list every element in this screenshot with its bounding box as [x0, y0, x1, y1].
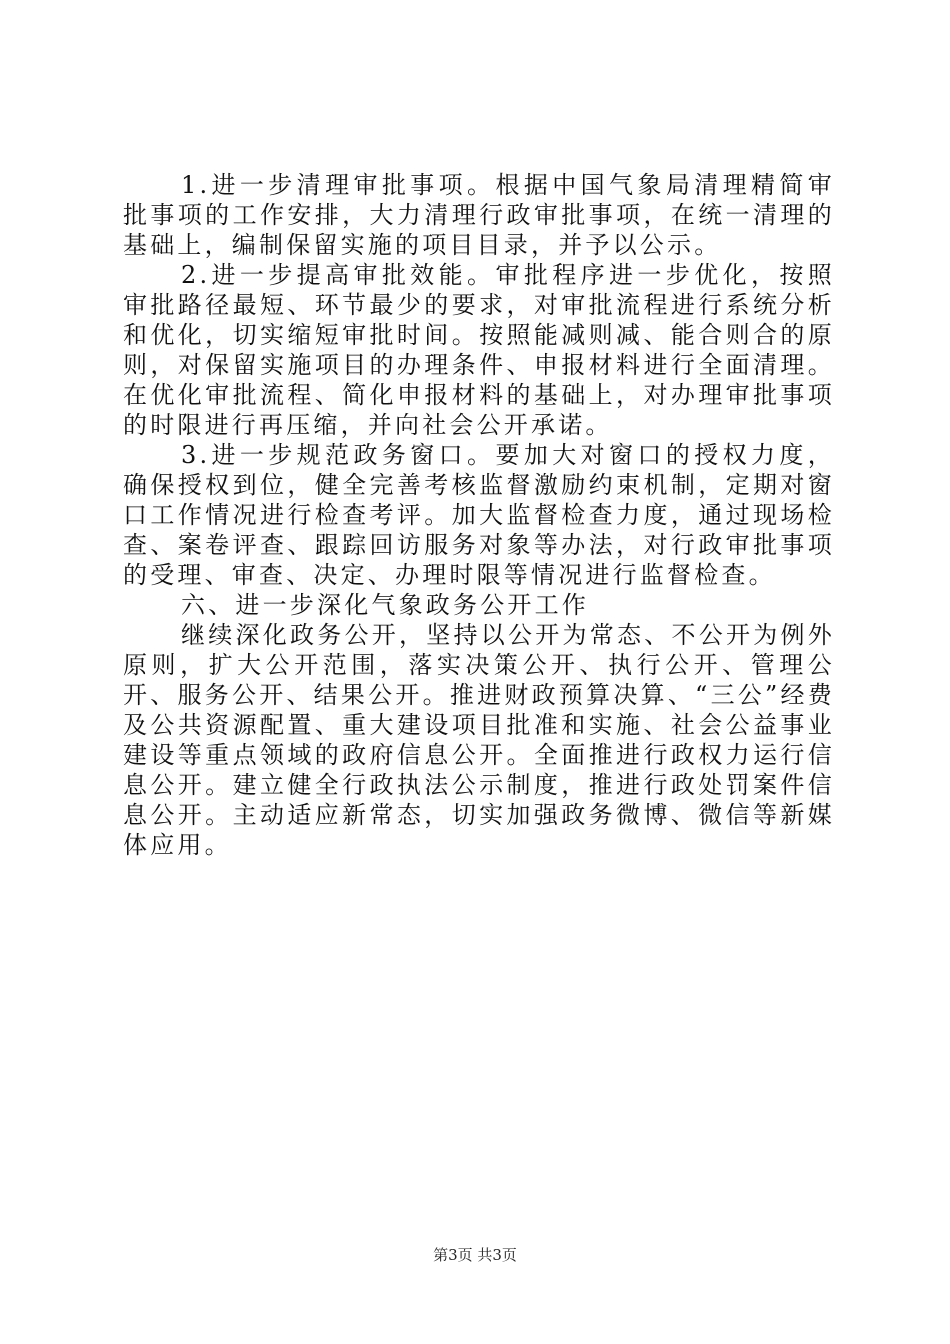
paragraph-service-window: 3.进一步规范政务窗口。要加大对窗口的授权力度，确保授权到位，健全完善考核监督激励约束机制，定期对窗口工作情况进行检查考评。加大监督检查力度，通过现场检查、案卷评查、跟踪回访服务对象等办法，对行政审批事项的受理、审查、决定、办理时限等情况进行监督检查。 [123, 441, 835, 589]
paragraph-open-government: 继续深化政务公开，坚持以公开为常态、不公开为例外原则，扩大公开范围，落实决策公开、执行公开、管理公开、服务公开、结果公开。推进财政预算决算、“三公”经费及公共资源配置、重大建设项目批准和实施、社会公益事业建设等重点领域的政府信息公开。全面推进行政权力运行信息公开。建立健全行政执法公示制度，推进行政处罚案件信息公开。主动适应新常态，切实加强政务微博、微信等新媒体应用。 [123, 621, 835, 859]
paragraph-approval-items: 1.进一步清理审批事项。根据中国气象局清理精简审批事项的工作安排，大力清理行政审批事项，在统一清理的基础上，编制保留实施的项目目录，并予以公示。 [123, 171, 835, 259]
page-footer: 第3页 共3页 [433, 1246, 517, 1264]
paragraph-approval-efficiency: 2.进一步提高审批效能。审批程序进一步优化，按照审批路径最短、环节最少的要求，对审批流程进行系统分析和优化，切实缩短审批时间。按照能减则减、能合则合的原则，对保留实施项目的办理条件、申报材料进行全面清理。在优化审批流程、简化申报材料的基础上，对办理审批事项的时限进行再压缩，并向社会公开承诺。 [123, 261, 835, 439]
section-heading-six: 六、进一步深化气象政务公开工作 [181, 591, 589, 619]
document-body [123, 170, 835, 860]
